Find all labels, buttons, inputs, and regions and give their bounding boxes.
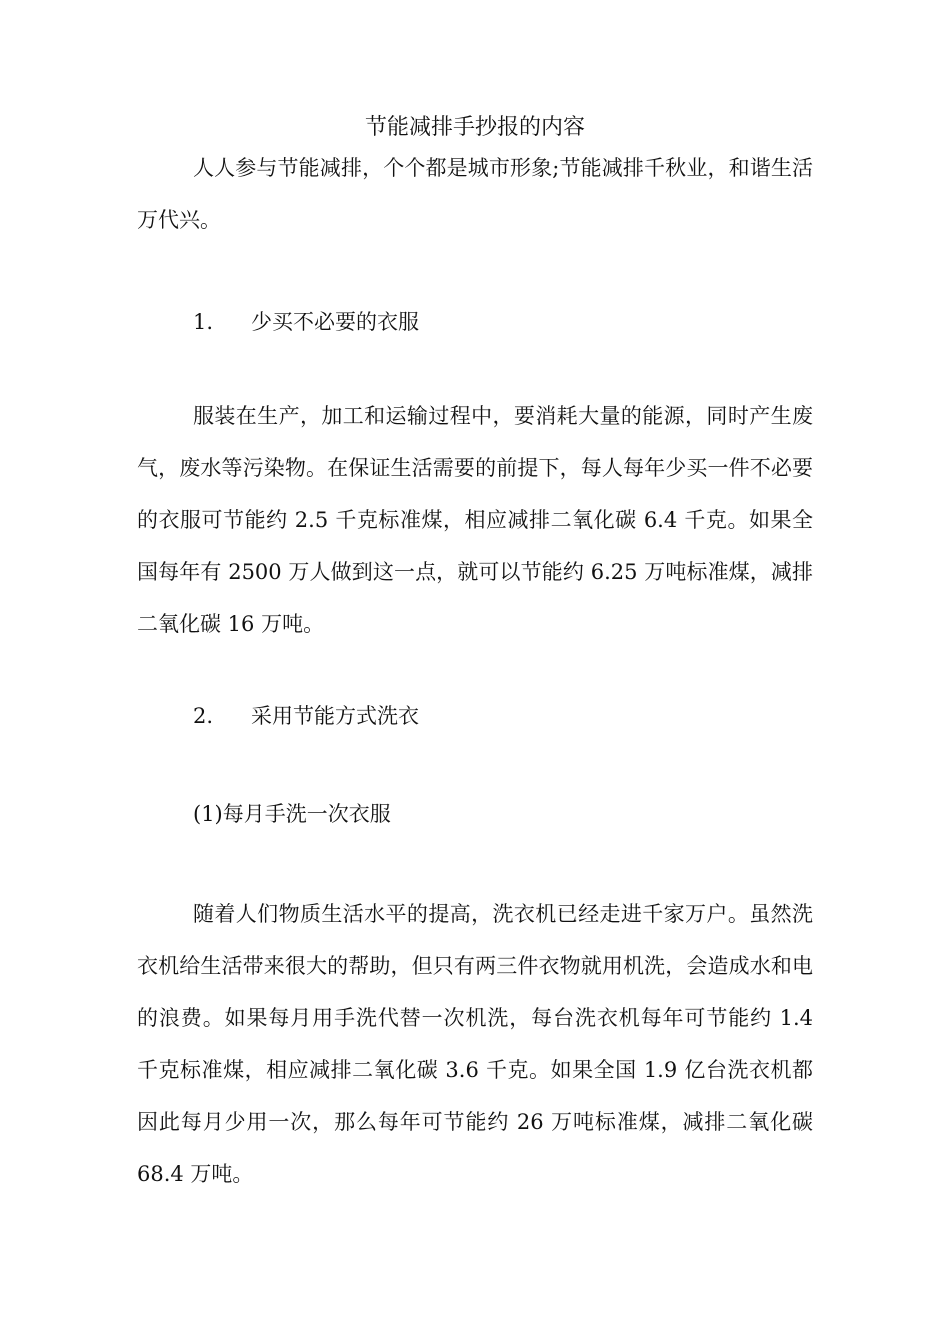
section-2-subheading: (1)每月手洗一次衣服 (193, 802, 391, 826)
section-2-number: 2. (193, 704, 214, 728)
section-1-heading (193, 306, 419, 338)
intro-paragraph: 人人参与节能减排，个个都是城市形象;节能减排千秋业，和谐生活万代兴。 (137, 156, 813, 232)
section-1-title: 少买不必要的衣服 (251, 310, 419, 334)
section-1-number: 1. (193, 310, 214, 334)
document-title: 节能减排手抄报的内容 (364, 115, 585, 140)
section-2-heading (193, 700, 419, 732)
section-1-body: 服装在生产，加工和运输过程中，要消耗大量的能源，同时产生废气，废水等污染物。在保证生活需要的前提下，每人每年少买一件不必要的衣服可节能约 2.5 千克标准煤，相应减排二氧化碳 6.4 千克。如果全国每年有 2500 万人做到这一点，就可以节能约 6.25 万吨标准煤，减排二氧化碳 16 万吨。 (137, 404, 813, 636)
section-2-title: 采用节能方式洗衣 (251, 704, 419, 728)
section-2-body: 随着人们物质生活水平的提高，洗衣机已经走进千家万户。虽然洗衣机给生活带来很大的帮助，但只有两三件衣物就用机洗，会造成水和电的浪费。如果每月用手洗代替一次机洗，每台洗衣机每年可节能约 1.4 千克标准煤，相应减排二氧化碳 3.6 千克。如果全国 1.9 亿台洗衣机都因此每月少用一次，那么每年可节能约 26 万吨标准煤，减排二氧化碳 68.4 万吨。 (137, 902, 813, 1186)
